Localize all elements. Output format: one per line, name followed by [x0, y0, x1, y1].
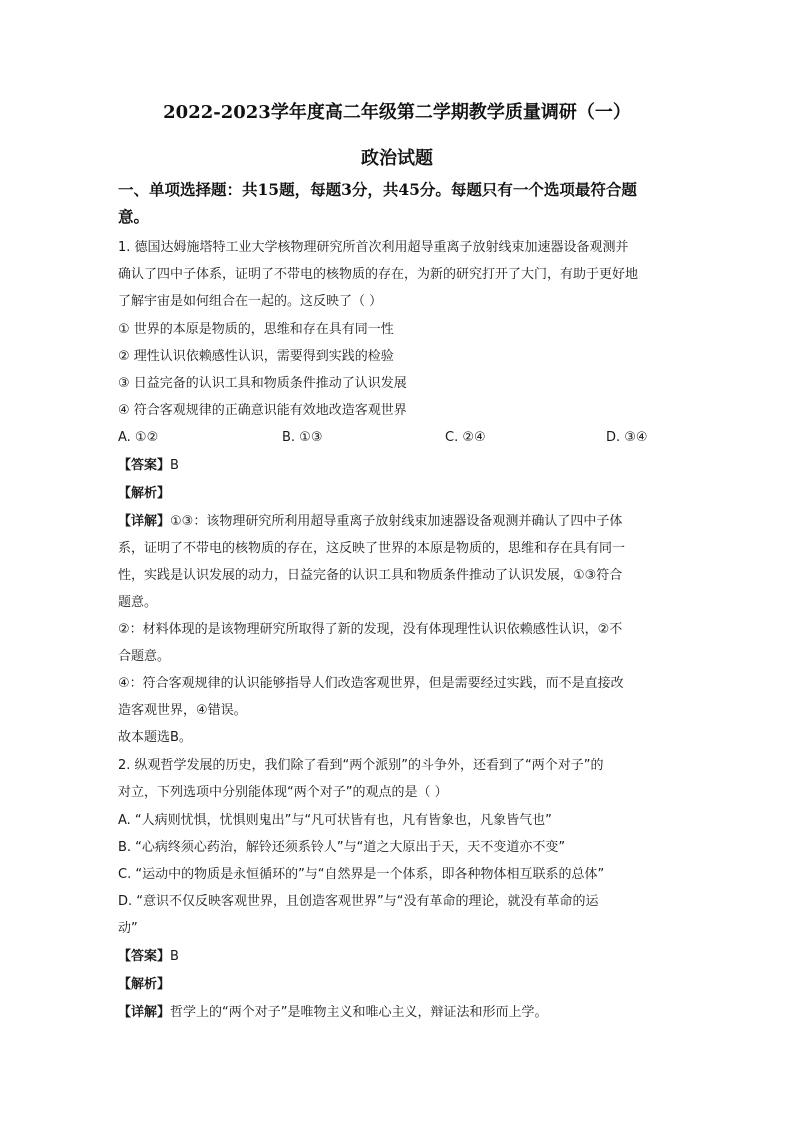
question-1-stem: 了解宇宙是如何组合在一起的。这反映了（ ）: [118, 294, 383, 309]
question-1-stem: 确认了四中子体系，证明了不带电的核物质的存在，为新的研究打开了大门，有助于更好地: [118, 267, 639, 282]
detail-text: ①③：该物理研究所利用超导重离子放射线束加速器设备观测并确认了四中子体: [170, 514, 623, 529]
option-a: A. “人病则忧惧，忧惧则鬼出”与“凡可状皆有也，凡有皆象也，凡象皆气也”: [118, 813, 552, 828]
statement-2: ② 理性认识依赖感性认识，需要得到实践的检验: [118, 349, 394, 364]
detail-line: 造客观世界，④错误。: [118, 703, 247, 718]
section-heading-line: 一、单项选择题：共15题，每题3分，共45分。每题只有一个选项最符合题: [118, 180, 637, 199]
detail-line: 系，证明了不带电的核物质的存在，这反映了世界的本原是物质的，思维和存在具有同一: [118, 541, 626, 556]
statement-4: ④ 符合客观规律的正确意识能有效地改造客观世界: [118, 403, 407, 418]
analysis-label: 【解析】: [118, 486, 171, 501]
detail-line: 题意。: [118, 595, 158, 610]
question-2-stem: 对立，下列选项中分别能体现“两个对子”的观点的是（ ）: [118, 785, 448, 800]
section-heading-line: 意。: [118, 207, 150, 226]
option-a: A. ①②: [118, 430, 159, 445]
detail-line: ②：材料体现的是该物理研究所取得了新的发现，没有体现理性认识依赖感性认识，②不: [118, 622, 623, 637]
detail-line: 性，实践是认识发展的动力，日益完备的认识工具和物质条件推动了认识发展，①③符合: [118, 568, 623, 583]
option-d-continued: 动”: [118, 921, 138, 936]
statement-3: ③ 日益完备的认识工具和物质条件推动了认识发展: [118, 376, 407, 391]
answer-line: [118, 456, 688, 476]
answer-value: B: [170, 458, 179, 473]
detail-label: 【详解】: [118, 514, 171, 529]
answer-label: 【答案】: [118, 458, 171, 473]
detail-line: ④：符合客观规律的认识能够指导人们改造客观世界，但是需要经过实践，而不是直接改: [118, 676, 624, 691]
question-1-stem: 1. 德国达姆施塔特工业大学核物理研究所首次利用超导重离子放射线束加速器设备观测并: [118, 240, 629, 255]
option-d: D. ③④: [606, 430, 648, 445]
detail-text: 哲学上的“两个对子”是唯物主义和唯心主义，辩证法和形而上学。: [170, 1005, 548, 1020]
detail-line: 故本题选B。: [118, 730, 192, 745]
option-b: B. ①③: [282, 430, 323, 445]
page-title: 2022-2023学年度高二年级第二学期教学质量调研（一）: [163, 102, 631, 123]
section-heading: [118, 176, 683, 230]
analysis-label: 【解析】: [118, 977, 171, 992]
detail-line: [118, 512, 688, 532]
statement-1: ① 世界的本原是物质的，思维和存在具有同一性: [118, 322, 394, 337]
detail-label: 【详解】: [118, 1005, 171, 1020]
detail-line: 合题意。: [118, 649, 171, 664]
page-subtitle: 政治试题: [361, 148, 433, 169]
option-b: B. “心病终须心药治，解铃还须系铃人”与“道之大原出于天，天不变道亦不变”: [118, 840, 566, 855]
option-d: D. “意识不仅反映客观世界，且创造客观世界”与“没有革命的理论，就没有革命的运: [118, 894, 599, 909]
answer-label: 【答案】: [118, 949, 171, 964]
answer-value: B: [170, 949, 179, 964]
detail-line: [118, 1003, 688, 1023]
option-c: C. “运动中的物质是永恒循环的”与“自然界是一个体系，即各种物体相互联系的总体”: [118, 867, 605, 882]
answer-line: [118, 947, 688, 967]
question-2-stem: 2. 纵观哲学发展的历史，我们除了看到“两个派别”的斗争外，还看到了“两个对子”的: [118, 758, 604, 773]
option-c: C. ②④: [445, 430, 486, 445]
